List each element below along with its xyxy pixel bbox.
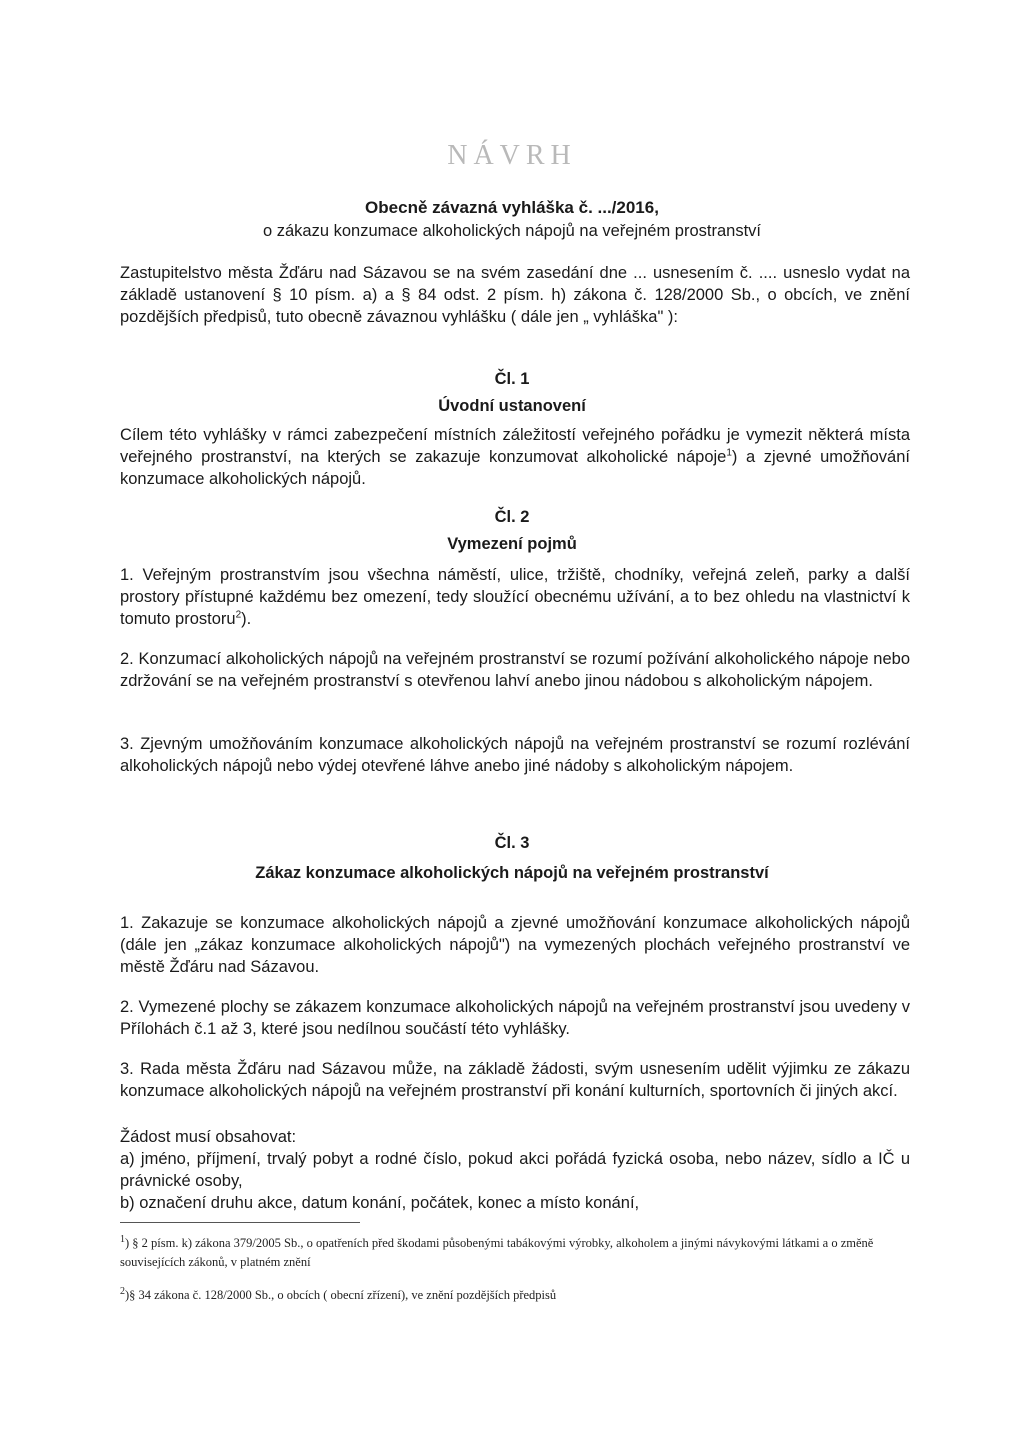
- ordinance-title: Obecně závazná vyhláška č. .../2016,: [365, 198, 659, 217]
- article-2-paragraph-3: 3. Zjevným umožňováním konzumace alkoholických nápojů na veřejném prostranství se rozumí rozlévání alkoholických nápojů nebo výdej otevřené láhve anebo jiné nádoby s alkoholickým nápojem.: [120, 735, 910, 775]
- article-2-heading: Vymezení pojmů: [447, 535, 577, 553]
- footnote-2-text: )§ 34 zákona č. 128/2000 Sb., o obcích ( obecní zřízení), ve znění pozdějších předpisů: [125, 1288, 557, 1302]
- article-3-paragraph-1: 1. Zakazuje se konzumace alkoholických nápojů a zjevné umožňování konzumace alkoholických nápojů (dále jen „zákaz konzumace alkoholických nápojů") na vymezených plochách veřejného prostranství ve městě Žďáru nad Sázavou.: [120, 914, 910, 976]
- preamble-paragraph: Zastupitelstvo města Žďáru nad Sázavou se na svém zasedání dne ... usnesením č. .... usneslo vydat na základě ustanovení § 10 písm. a) a § 84 odst. 2 písm. h) zákona č. 128/2000 Sb., o obcích, ve znění pozdějších předpisů, tuto obecně závaznou vyhlášku ( dále jen „ vyhláška" ):: [120, 264, 910, 326]
- footnote-divider: [120, 1222, 360, 1223]
- article-3-paragraph-2: 2. Vymezené plochy se zákazem konzumace alkoholických nápojů na veřejném prostranství jsou uvedeny v Přílohách č.1 až 3, které jsou nedílnou součástí této vyhlášky.: [120, 998, 910, 1038]
- article-3-heading: Zákaz konzumace alkoholických nápojů na veřejném prostranství: [255, 864, 769, 882]
- footnote-1-mark: 1: [120, 1233, 125, 1245]
- request-item-b: b) označení druhu akce, datum konání, počátek, konec a místo konání,: [120, 1194, 640, 1212]
- article-1-text-part2: ) a zjevné umožňování konzumace alkoholických nápojů.: [120, 448, 910, 488]
- footnote-1-text: ) § 2 písm. k) zákona 379/2005 Sb., o opatřeních před škodami působenými tabákovými výrobky, alkoholem a jinými návykovými látkami a o změně souvisejících zákonů, v platném znění: [120, 1236, 874, 1269]
- article-3-paragraph-3: 3. Rada města Žďáru nad Sázavou může, na základě žádosti, svým usnesením udělit výjimku ze zákazu konzumace alkoholických nápojů na veřejném prostranství při konání kulturních, sportovních či jiných akcí.: [120, 1060, 910, 1100]
- article-2-p1-part1: 1. Veřejným prostranstvím jsou všechna náměstí, ulice, tržiště, chodníky, veřejná zeleň, parky a další prostory přístupné každému bez omezení, tedy sloužící obecnému užívání, a to bez ohledu na vlastnictví k tomuto prostoru: [120, 566, 910, 628]
- request-intro: Žádost musí obsahovat:: [120, 1128, 297, 1146]
- footnote-ref-2: 2: [235, 609, 242, 621]
- article-2-paragraph-1: [120, 564, 910, 630]
- article-2-p1-part2: ).: [241, 610, 252, 628]
- footnote-ref-1: 1: [726, 447, 732, 459]
- article-2-number: Čl. 2: [494, 508, 530, 526]
- article-1-heading: Úvodní ustanovení: [438, 397, 586, 415]
- article-1-number: Čl. 1: [494, 370, 530, 388]
- ordinance-subtitle: o zákazu konzumace alkoholických nápojů na veřejném prostranství: [262, 222, 761, 240]
- article-3-number: Čl. 3: [494, 834, 530, 852]
- article-1-text: [120, 424, 910, 490]
- footnote-2-mark: 2: [120, 1285, 125, 1297]
- draft-watermark: NÁVRH: [447, 140, 577, 171]
- request-item-a: a) jméno, příjmení, trvalý pobyt a rodné číslo, pokud akci pořádá fyzická osoba, nebo název, sídlo a IČ u právnické osoby,: [120, 1150, 910, 1190]
- footnote-1: [120, 1234, 910, 1272]
- article-2-paragraph-2: 2. Konzumací alkoholických nápojů na veřejném prostranství se rozumí požívání alkoholického nápoje nebo zdržování se na veřejném prostranství s otevřenou lahví anebo jinou nádobou s alkoholickým nápojem.: [120, 650, 910, 690]
- footnote-2: [120, 1286, 910, 1305]
- article-1-text-part1: Cílem této vyhlášky v rámci zabezpečení místních záležitostí veřejného pořádku je vymezit některá místa veřejného prostranství, na kterých se zakazuje konzumovat alkoholické nápoje: [120, 426, 910, 466]
